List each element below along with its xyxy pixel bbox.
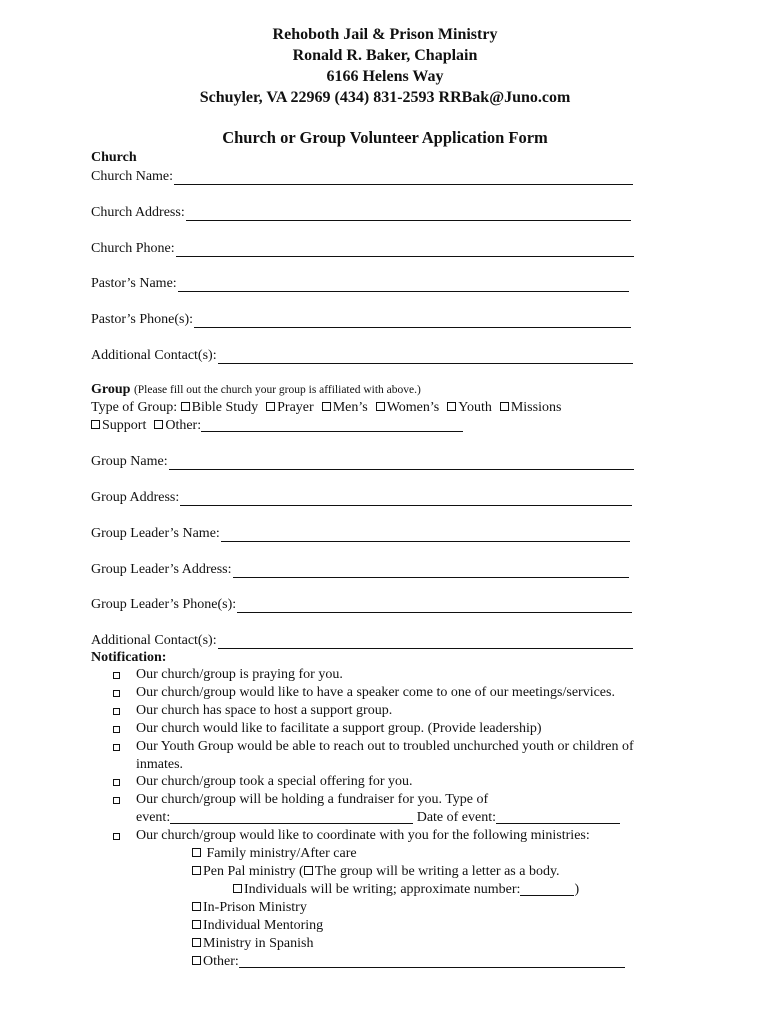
checkbox[interactable] — [154, 420, 163, 429]
church-phone-field[interactable] — [91, 239, 634, 257]
ministry-other[interactable]: Other: — [192, 953, 625, 971]
group-leader-name-field[interactable] — [91, 524, 630, 542]
notification-facilitate-support: Our church would like to facilitate a support group. (Provide leadership) — [136, 721, 542, 736]
checkbox[interactable] — [192, 938, 201, 947]
fill-line[interactable] — [176, 242, 634, 257]
field-label: Group Leader’s Name: — [91, 526, 220, 541]
fundraiser-details-row — [136, 809, 620, 827]
fill-line[interactable] — [169, 455, 634, 470]
fill-line[interactable] — [218, 349, 633, 364]
church-additional-contact-field[interactable] — [91, 346, 633, 364]
group-heading: Group — [91, 382, 131, 397]
ministry-name: Rehoboth Jail & Prison Ministry — [272, 26, 498, 43]
checkbox[interactable] — [192, 902, 201, 911]
checkbox-host-support[interactable] — [113, 708, 120, 715]
field-label: Group Leader’s Address: — [91, 562, 232, 577]
notification-youth-outreach-line1: Our Youth Group would be able to reach out to troubled unchurched youth or children of — [136, 739, 634, 754]
church-heading: Church — [91, 150, 137, 165]
option-mens[interactable]: Men’s — [322, 400, 368, 415]
fill-line[interactable] — [233, 563, 630, 578]
group-heading-row — [91, 381, 421, 399]
field-label: Pastor’s Phone(s): — [91, 312, 194, 327]
fill-line[interactable] — [194, 313, 631, 328]
option-bible-study[interactable]: Bible Study — [181, 400, 259, 415]
checkbox[interactable] — [447, 402, 456, 411]
fill-line[interactable] — [221, 527, 630, 542]
checkbox-fundraiser[interactable] — [113, 797, 120, 804]
ministry-in-prison[interactable]: In-Prison Ministry — [192, 899, 307, 917]
field-label: Pastor’s Name: — [91, 276, 177, 291]
ministry-spanish[interactable]: Ministry in Spanish — [192, 935, 313, 953]
field-label: Additional Contact(s): — [91, 633, 217, 648]
ministry-pen-pal[interactable]: Pen Pal ministry ( The group will be writing a letter as a body. — [192, 863, 560, 881]
group-type-label: Type of Group: — [91, 400, 178, 415]
fill-line[interactable] — [180, 491, 632, 506]
checkbox-praying[interactable] — [113, 672, 120, 679]
field-label: Church Name: — [91, 169, 174, 184]
option-support[interactable]: Support — [91, 418, 146, 433]
fill-line[interactable] — [178, 277, 629, 292]
event-date-fill-line[interactable] — [496, 809, 620, 824]
notification-special-offering: Our church/group took a special offering for you. — [136, 774, 413, 789]
group-leader-phone-field[interactable] — [91, 595, 632, 613]
group-name-field[interactable] — [91, 452, 634, 470]
group-note: (Please fill out the church your group is affiliated with above.) — [133, 384, 421, 396]
event-type-fill-line[interactable] — [170, 809, 413, 824]
notification-host-support: Our church has space to host a support group. — [136, 703, 393, 718]
city-contact-line: Schuyler, VA 22969 (434) 831-2593 RRBak@Juno.com — [199, 89, 571, 106]
checkbox[interactable] — [91, 420, 100, 429]
notification-praying: Our church/group is praying for you. — [136, 667, 343, 682]
date-label: Date of event: — [416, 810, 497, 825]
checkbox[interactable] — [376, 402, 385, 411]
checkbox[interactable] — [181, 402, 190, 411]
ministry-family[interactable]: Family ministry/After care — [192, 845, 357, 863]
option-missions[interactable]: Missions — [500, 400, 562, 415]
other-type-fill-line[interactable] — [201, 417, 463, 432]
group-leader-address-field[interactable] — [91, 560, 629, 578]
field-label: Additional Contact(s): — [91, 348, 217, 363]
checkbox-facilitate-support[interactable] — [113, 726, 120, 733]
field-label: Church Phone: — [91, 241, 175, 256]
option-prayer[interactable]: Prayer — [266, 400, 314, 415]
option-youth[interactable]: Youth — [447, 400, 492, 415]
group-address-field[interactable] — [91, 488, 632, 506]
checkbox-speaker[interactable] — [113, 690, 120, 697]
field-label: Group Leader’s Phone(s): — [91, 597, 237, 612]
field-label: Group Name: — [91, 454, 168, 469]
chaplain-name: Ronald R. Baker, Chaplain — [292, 47, 478, 64]
checkbox[interactable] — [266, 402, 275, 411]
event-label: event: — [136, 810, 171, 825]
checkbox[interactable] — [192, 848, 201, 857]
letterhead — [0, 24, 770, 108]
group-type-row-2 — [91, 417, 463, 435]
fill-line[interactable] — [237, 598, 632, 613]
checkbox-coordinate[interactable] — [113, 833, 120, 840]
notification-heading: Notification: — [91, 650, 167, 665]
ministry-mentoring[interactable]: Individual Mentoring — [192, 917, 323, 935]
group-additional-contact-field[interactable] — [91, 631, 633, 649]
fill-line[interactable] — [218, 634, 633, 649]
checkbox[interactable] — [500, 402, 509, 411]
checkbox-group-letter[interactable] — [304, 866, 313, 875]
option-womens[interactable]: Women’s — [376, 400, 440, 415]
notification-youth-outreach-line2: inmates. — [136, 757, 184, 772]
notification-fundraiser: Our church/group will be holding a fundraiser for you. Type of — [136, 792, 489, 807]
option-other[interactable]: Other: — [154, 418, 201, 433]
checkbox-youth-outreach[interactable] — [113, 744, 120, 751]
checkbox[interactable] — [233, 884, 242, 893]
street-address: 6166 Helens Way — [326, 68, 444, 85]
fill-line[interactable] — [174, 170, 633, 185]
group-type-row-1 — [91, 399, 569, 417]
checkbox[interactable] — [192, 956, 201, 965]
notification-speaker: Our church/group would like to have a speaker come to one of our meetings/services. — [136, 685, 615, 700]
checkbox-special-offering[interactable] — [113, 779, 120, 786]
pastor-name-field[interactable] — [91, 274, 629, 292]
individuals-number-fill-line[interactable] — [520, 881, 574, 896]
notification-coordinate: Our church/group would like to coordinate with you for the following ministries: — [136, 828, 590, 843]
pastor-phone-field[interactable] — [91, 310, 631, 328]
checkbox[interactable] — [192, 866, 201, 875]
church-address-field[interactable] — [91, 203, 631, 221]
checkbox[interactable] — [322, 402, 331, 411]
fill-line[interactable] — [186, 206, 631, 221]
checkbox[interactable] — [192, 920, 201, 929]
church-name-field[interactable] — [91, 167, 633, 185]
other-ministry-fill-line[interactable] — [239, 953, 625, 968]
form-title: Church or Group Volunteer Application Form — [222, 128, 548, 147]
field-label: Church Address: — [91, 205, 185, 220]
ministry-pen-pal-individuals[interactable]: Individuals will be writing; approximate number: ) — [233, 881, 579, 899]
field-label: Group Address: — [91, 490, 180, 505]
